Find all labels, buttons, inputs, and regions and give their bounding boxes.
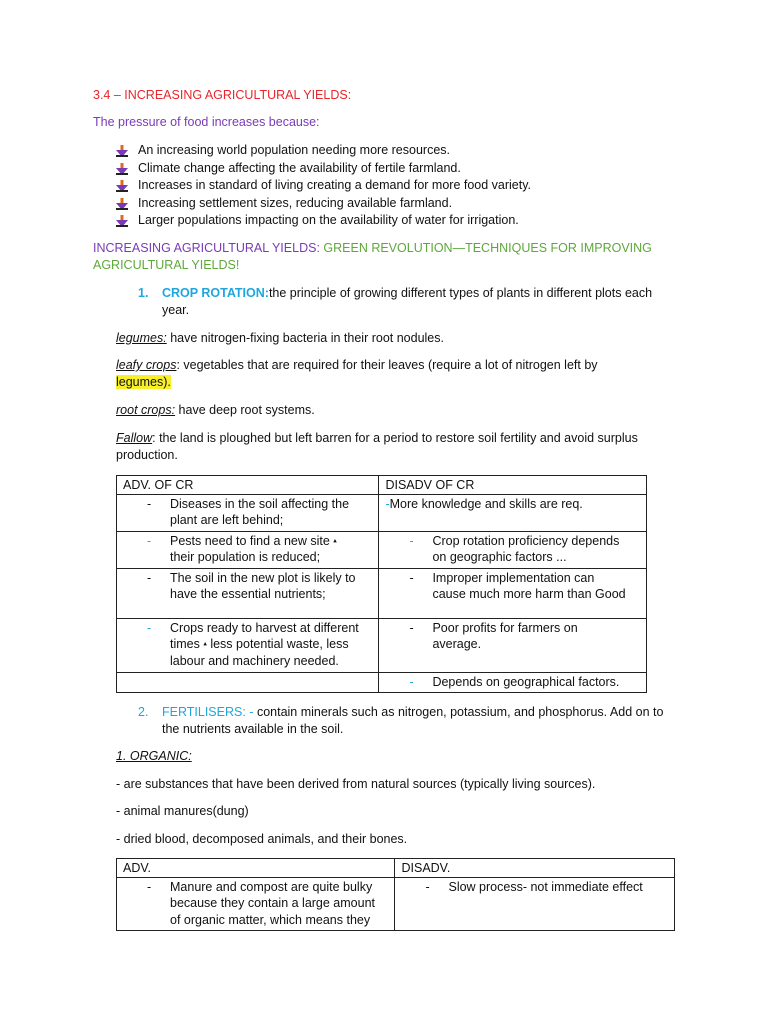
pressure-intro: The pressure of food increases because:	[93, 115, 320, 129]
table-row: - Diseases in the soil affecting the plant are left behind; -More knowledge and skills are req.	[117, 494, 647, 531]
arrow-bullet-icon	[116, 215, 128, 227]
green-revolution-heading: INCREASING AGRICULTURAL YIELDS: GREEN REVOLUTION—TECHNIQUES FOR IMPROVING AGRICULTURAL YIELDS!	[93, 241, 652, 272]
arrow-bullet-icon	[116, 145, 128, 157]
arrow-bullet-icon	[116, 198, 128, 210]
list-item: Increasing settlement sizes, reducing available farmland.	[116, 195, 716, 213]
root-crops-definition: root crops: have deep root systems.	[116, 403, 315, 417]
fallow-definition: Fallow: the land is ploughed but left barren for a period to restore soil fertility and avoid surplus production.	[116, 431, 638, 462]
arrow-bullet-icon	[116, 163, 128, 175]
table-header-disadv: DISADV.	[395, 859, 675, 878]
table-header-disadv: DISADV OF CR	[379, 476, 647, 495]
list-item: An increasing world population needing more resources.	[116, 142, 716, 160]
table-row: - Manure and compost are quite bulky because they contain a large amount of organic matter, which means they - Slow process- not immediate effect	[117, 877, 675, 931]
triangle-mark-icon: ▴	[333, 536, 337, 544]
crop-rotation-table	[116, 475, 647, 693]
table-row: - The soil in the new plot is likely to have the essential nutrients; - Improper implementation can cause much more harm than Good	[117, 568, 647, 618]
fertilisers-item: 2. FERTILISERS: - contain minerals such as nitrogen, potassium, and phosphorus. Add on to the nutrients available in the soil.	[138, 705, 664, 736]
section-heading: 3.4 – INCREASING AGRICULTURAL YIELDS:	[93, 88, 352, 102]
organic-line: - are substances that have been derived from natural sources (typically living sources).	[116, 777, 596, 791]
organic-table	[116, 858, 675, 931]
organic-line: - animal manures(dung)	[116, 804, 249, 818]
list-item: Larger populations impacting on the availability of water for irrigation.	[116, 212, 716, 230]
organic-line: - dried blood, decomposed animals, and their bones.	[116, 832, 408, 846]
table-header-adv: ADV.	[117, 859, 395, 878]
leafy-crops-definition: leafy crops: vegetables that are required for their leaves (require a lot of nitrogen left by legumes).	[116, 358, 598, 389]
table-row: - Depends on geographical factors.	[117, 672, 647, 693]
organic-heading: 1. ORGANIC:	[116, 749, 192, 763]
list-item: Climate change affecting the availability of fertile farmland.	[116, 160, 716, 178]
pressure-bullet-list	[116, 142, 716, 230]
fertilisers-title: FERTILISERS: -	[162, 705, 257, 719]
crop-rotation-title: CROP ROTATION:	[162, 286, 269, 300]
triangle-mark-icon: ▴	[203, 640, 207, 648]
table-row: - Crops ready to harvest at different times ▴ less potential waste, less labour and machinery needed. - Poor profits for farmers on average.	[117, 618, 647, 672]
crop-rotation-item: 1. CROP ROTATION:the principle of growing different types of plants in different plots each year.	[138, 286, 653, 317]
legumes-definition: legumes: have nitrogen-fixing bacteria in their root nodules.	[116, 331, 444, 345]
list-item: Increases in standard of living creating a demand for more food variety.	[116, 177, 716, 195]
table-header-adv: ADV. OF CR	[117, 476, 379, 495]
arrow-bullet-icon	[116, 180, 128, 192]
table-row: - Pests need to find a new site ▴ their population is reduced; - Crop rotation proficiency depends on geographic factors ...	[117, 531, 647, 568]
